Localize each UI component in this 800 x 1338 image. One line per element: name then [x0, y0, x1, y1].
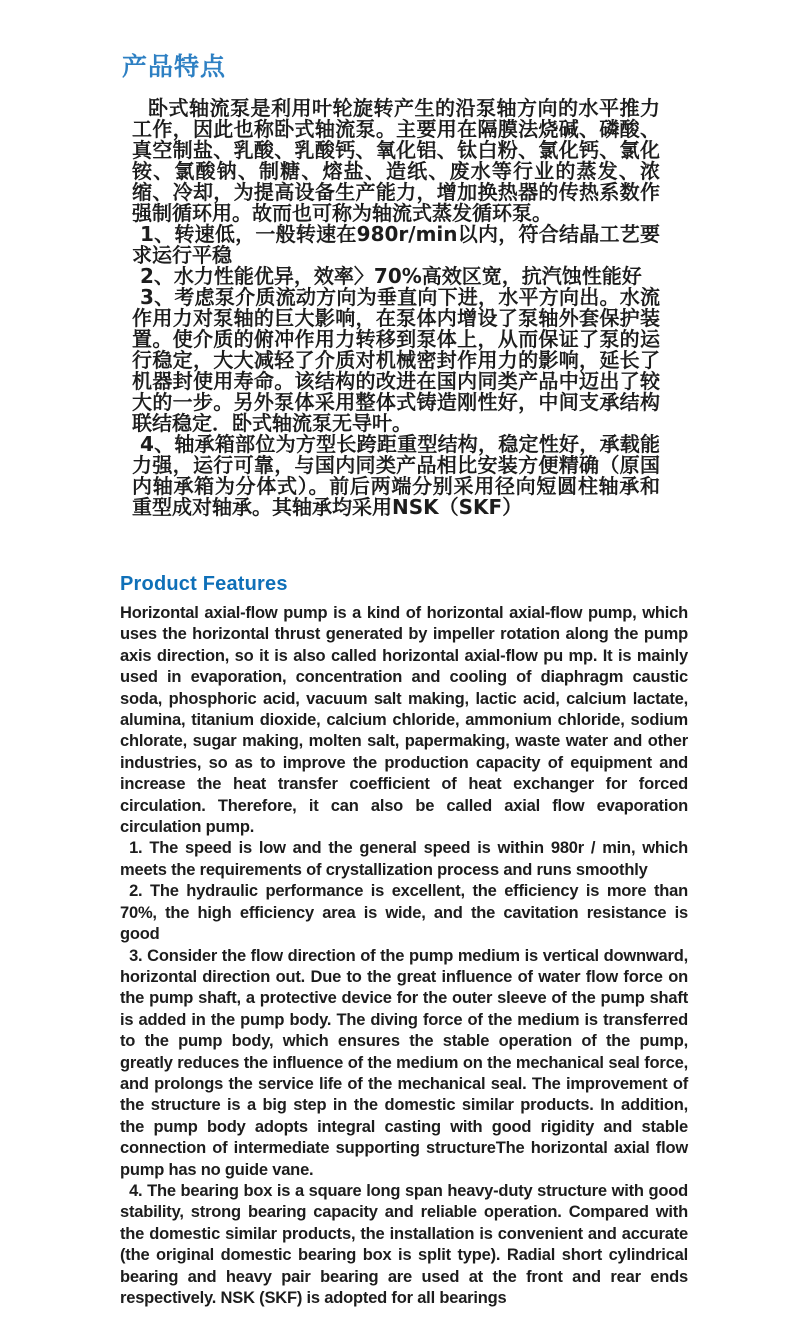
chinese-features-section — [120, 52, 692, 518]
chinese-paragraph-feature-1: 1、转速低，一般转速在980r/min以内，符合结晶工艺要求运行平稳 — [132, 222, 660, 267]
chinese-paragraph-feature-2: 2、水力性能优异，效率〉70%高效区宽，抗汽蚀性能好 — [140, 264, 642, 288]
english-features-section — [120, 572, 692, 1309]
chinese-section-title: 产品特点 — [122, 52, 227, 81]
chinese-paragraph-feature-3: 3、考虑泵介质流动方向为垂直向下进，水平方向出。水流作用力对泵轴的巨大影响，在泵体内增设了泵轴外套保护装置。使介质的俯冲作用力转移到泵体上，从而保证了泵的运行稳定，大大减轻了介质对机械密封作用力的影响，延长了机器封使用寿命。该结构的改进在国内同类产品中迈出了较大的一步。另外泵体采用整体式铸造刚性好，中间支承结构联结稳定．卧式轴流泵无导叶。 — [132, 285, 660, 435]
english-paragraphs — [120, 603, 688, 1309]
chinese-paragraph-feature-4: 4、轴承箱部位为方型长跨距重型结构，稳定性好，承载能力强，运行可靠，与国内同类产品相比安装方便精确（原国内轴承箱为分体式）。前后两端分别采用径向短圆柱轴承和重型成对轴承。其轴承均采用NSK（SKF） — [132, 432, 660, 519]
chinese-paragraph-intro: 卧式轴流泵是利用叶轮旋转产生的沿泵轴方向的水平推力工作，因此也称卧式轴流泵。主要用在隔膜法烧碱、磷酸、真空制盐、乳酸、乳酸钙、氧化铝、钛白粉、氯化钙、氯化铵、氯酸钠、制糖、熔盐、造纸、废水等行业的蒸发、浓缩、冷却，为提高设备生产能力，增加换热器的传热系数作强制循环用。故而也可称为轴流式蒸发循环泵。 — [132, 96, 660, 225]
chinese-paragraphs — [132, 98, 660, 518]
english-paragraph-feature-4: 4. The bearing box is a square long span heavy-duty structure with good stability, strong bearing capacity and reliable operation. Compared with the domestic similar products, the installation is convenient and accurate (the original domestic bearing box is split type). Radial short cylindrical bearing and heavy pair bearing are used at the front and rear ends respectively. NSK (SKF) is adopted for all bearings — [120, 1181, 688, 1307]
english-paragraph-feature-3: 3. Consider the flow direction of the pump medium is vertical downward, horizontal direction out. Due to the great influence of water flow force on the pump shaft, a protective device for the outer sleeve of the pump shaft is added in the pump body. The diving force of the medium is transferred to the pump body, which ensures the stable operation of the pump, greatly reduces the influence of the medium on the mechanical seal force, and prolongs the service life of the mechanical seal. The improvement of the structure is a big step in the domestic similar products. In addition, the pump body adopts integral casting with good rigidity and stable connection of intermediate supporting structureThe horizontal axial flow pump has no guide vane. — [120, 946, 688, 1179]
english-paragraph-feature-2: 2. The hydraulic performance is excellent, the efficiency is more than 70%, the high efficiency area is wide, and the cavitation resistance is good — [120, 882, 688, 944]
english-section-title: Product Features — [120, 573, 288, 595]
english-paragraph-feature-1: 1. The speed is low and the general speed is within 980r / min, which meets the requirements of crystallization process and runs smoothly — [120, 839, 688, 879]
english-paragraph-intro: Horizontal axial-flow pump is a kind of horizontal axial-flow pump, which uses the horizontal thrust generated by impeller rotation along the pump axis direction, so it is also called horizontal axial-flow pu mp. It is mainly used in evaporation, concentration and cooling of diaphragm caustic soda, phosphoric acid, vacuum salt making, lactic acid, calcium lactate, alumina, titanium dioxide, calcium chloride, ammonium chloride, sodium chlorate, sugar making, molten salt, papermaking, waste water and other industries, so as to improve the production capacity of equipment and increase the heat transfer coefficient of heat exchanger for forced circulation. Therefore, it can also be called axial flow evaporation circulation pump. — [120, 604, 688, 837]
